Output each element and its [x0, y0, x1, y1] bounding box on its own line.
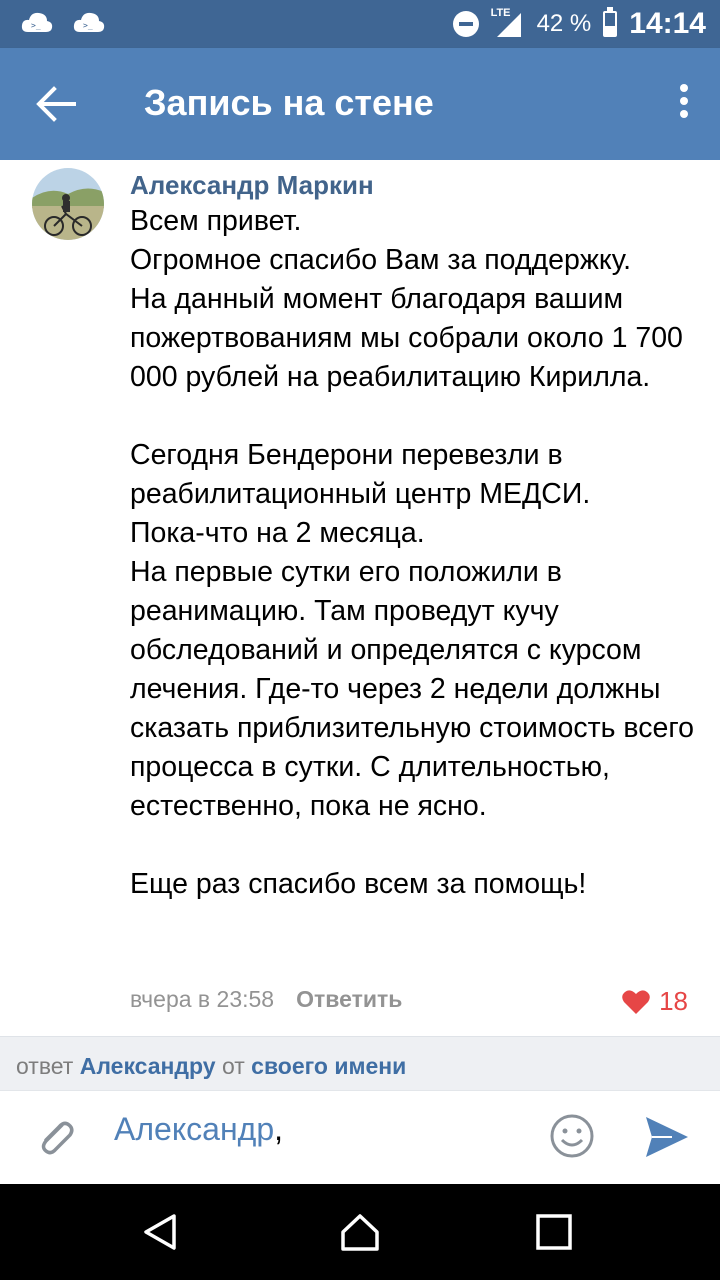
reply-identity-link[interactable]: своего имени — [251, 1053, 407, 1079]
reply-middle: от — [221, 1053, 245, 1079]
emoji-icon[interactable] — [549, 1113, 595, 1159]
reply-recipient-link[interactable]: Александру — [79, 1053, 216, 1079]
mention-text: Александр — [114, 1111, 275, 1147]
cloud-terminal-icon — [72, 8, 106, 38]
send-icon[interactable] — [642, 1113, 690, 1161]
app-bar — [0, 48, 720, 160]
do-not-disturb-icon — [453, 11, 479, 37]
more-vert-icon[interactable] — [678, 84, 690, 124]
comment-timestamp: вчера в 23:58 — [130, 986, 275, 1012]
status-bar — [0, 0, 720, 48]
nav-back-icon[interactable] — [140, 1212, 180, 1252]
reply-context-bar — [0, 1036, 720, 1090]
like-count: 18 — [659, 986, 688, 1016]
cloud-terminal-icon — [20, 8, 54, 38]
like-button[interactable] — [621, 986, 688, 1017]
network-type: LTE — [490, 7, 511, 19]
arrow-back-icon[interactable] — [34, 84, 78, 124]
page-title: Запись на стене — [144, 82, 434, 123]
comment — [0, 160, 720, 1036]
battery-icon — [603, 11, 617, 37]
reply-prefix: ответ — [16, 1053, 74, 1079]
signal-icon — [491, 9, 525, 39]
svg-text:>_: >_ — [31, 21, 41, 30]
reply-button[interactable]: Ответить — [296, 986, 403, 1012]
attach-icon[interactable] — [32, 1113, 80, 1161]
comment-author[interactable]: Александр Маркин — [130, 170, 374, 200]
battery-percent: 42 % — [536, 10, 592, 37]
clock: 14:14 — [629, 7, 706, 40]
system-nav-bar — [0, 1184, 720, 1280]
comment-text: Всем привет. Огромное спасибо Вам за поддержку. На данный момент благодаря вашим пожертвованиям мы собрали около 1 700 000 рублей на реабилитацию Кирилла. Сегодня Бендерони перевезли в реабилитационный центр МЕДСИ. Пока-что на 2 месяца. На первые сутки его положили в реанимацию. Там проведут кучу обследований и определятся с курсом лечения. Где-то через 2 недели должны сказать приблизительную стоимость всего процесса в сутки. С длительностью, естественно, пока не ясно. Еще раз спасибо всем за помощь! — [130, 205, 694, 900]
comment-meta — [130, 986, 402, 1013]
message-input[interactable] — [114, 1111, 514, 1163]
message-input-bar — [0, 1090, 720, 1184]
nav-home-icon[interactable] — [340, 1212, 380, 1252]
svg-text:>_: >_ — [83, 21, 93, 30]
avatar[interactable] — [32, 168, 104, 240]
nav-recents-icon[interactable] — [534, 1212, 574, 1252]
input-suffix: , — [274, 1111, 283, 1147]
heart-icon — [621, 989, 651, 1015]
